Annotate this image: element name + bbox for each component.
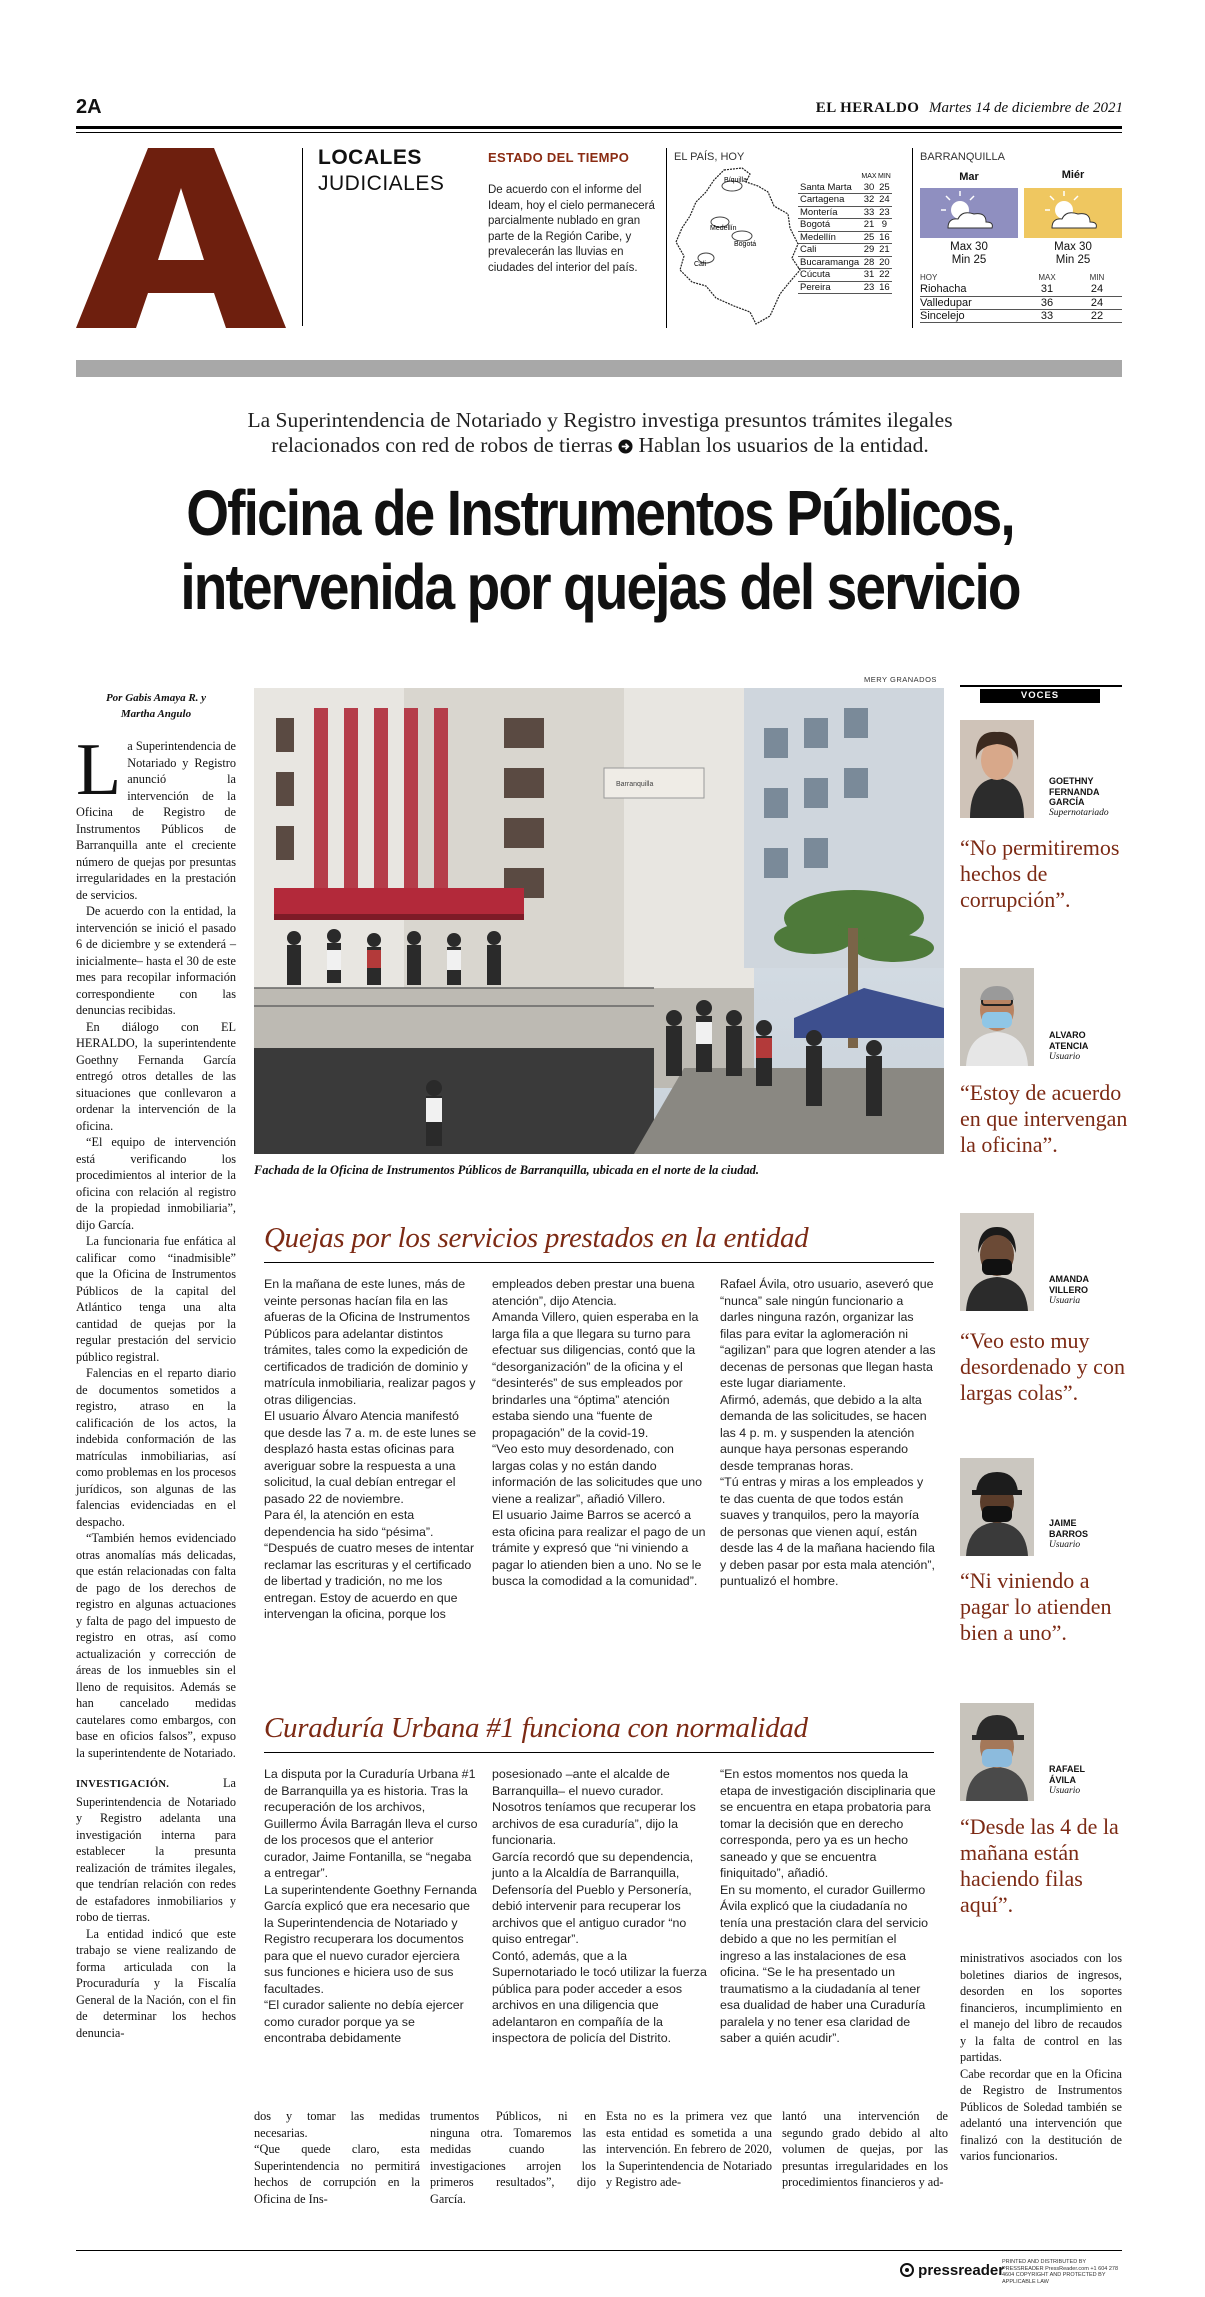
colombia-map [672,166,802,330]
quejas-column-2: empleados deben prestar una buena atención”, dijo Atencia. Amanda Villero, quien esperaba en la larga fila a que llegara su turno para efectuar sus diligencias, contó que la “desorganización” de la oficina y el “desinterés” de sus empleados por brindarles una “óptima” atención estaba siendo una “fuente de propagación” de la covid-19. “Veo esto muy desordenado, con largas colas y no están dando información de las solicitudes que uno viene a realizar”, añadió Villero. El usuario Jaime Barros se acercó a esta oficina para realizar el pago de un trámite y expresó que “ni viniendo a pagar lo atienden bien a uno. No se le busca la comodidad a la comunidad”. [492,1277,706,1588]
voice-role: Usuario [1049,1540,1081,1550]
map-label: Bogotá [734,241,757,248]
table-row: Riohacha 31 24 [920,283,1122,296]
headline-line: intervenida por quejas del servicio [180,551,1020,623]
photo-credit: MERY GRANADOS [864,675,937,684]
col-max: MAX [861,172,877,180]
weather-forecast-text: De acuerdo con el informe del Ideam, hoy el cielo permanecerá parcialmente nublado en gran parte de la Región Caribe, y prevalecerán las lluvias en ciudades del interior del país. [488,184,655,274]
article-bottom-column-5: ministrativos asociados con los boletines diarios de ingresos, desorden en los soportes financieros, incumplimiento en el manejo del libro de recaudos y la falta de control en las partidas. Cabe recordar que en la Oficina de Registro de Instrumentos Públicos de Soledad también se adelantó una intervención que finalizó con la destitución de varios funcionarios. [960,1951,1122,2163]
region-temperature-table: HOY MAX MIN Riohacha 31 24 Valledupar 36 24 Sincelejo 33 22 [920,272,1122,323]
voice-name: ALVARO ATENCIA [1049,1030,1089,1051]
article-bottom-column-2: trumentos Públicos, ni en ninguna otra. Tomaremos las medidas cuando las investigaciones arrojen los primeros resultados”, dijo García. [430,2109,596,2206]
forecast-day-label: Miér [1061,169,1085,181]
article-bottom-column-1: dos y tomar las medidas necesarias. “Que quede claro, esta Superintendencia no permitirá hechos de corrupción en la Oficina de Ins- [254,2109,420,2206]
building-sign: Barranquilla [616,781,654,788]
table-row: Valledupar 36 24 [920,296,1122,309]
table-row: Medellín 25 16 [798,231,892,244]
table-row: Cúcuta 31 22 [798,269,892,282]
section-title: LOCALES [318,146,422,169]
curaduria-column-2: posesionado –ante el alcalde de Barranquilla– el nuevo curador. Nosotros teníamos que recuperar los archivos de esa curaduría”, dijo la funcionaria. García recordó que su dependencia, junto a la Alcaldía de Barranquilla, Defensoría del Pueblo y Personería, debió intervenir para recuperar los archivos que el antiguo curador “no quiso entregar”. Contó, además, que a la Supernotariado le tocó utilizar la fuerza pública para poder acceder a esos archivos en una diligencia que adelantaron en compañía de la inspectora de policía del Distrito. [492,1767,707,2045]
byline: Por Gabis Amaya R. y Martha Angulo [105,692,207,720]
drop-cap: L [76,729,122,811]
city-temperature-table [798,171,892,294]
voice-role: Usuario [1049,1052,1081,1062]
map-title: EL PAÍS, HOY [674,151,745,163]
deck-line: La Superintendencia de Notariado y Registro investiga presuntos trámites ilegales [247,408,953,432]
office-facade-photo [254,688,944,1154]
voice-quote: “No permitiremos hechos de corrupción”. [960,835,1120,912]
weather-title: ESTADO DEL TIEMPO [488,150,630,165]
issue-date: Martes 14 de diciembre de 2021 [929,100,1123,116]
section-heading-quejas: Quejas por los servicios prestados en la entidad [264,1222,809,1254]
sun-cloud-icon [920,188,1018,238]
footer-fine-print: PRINTED AND DISTRIBUTED BY PRESSREADER PressReader.com +1 604 278 4604 COPYRIGHT AND PROTECTED BY APPLICABLE LAW [1002,2259,1119,2285]
voice-name: RAFAEL ÁVILA [1049,1764,1085,1785]
photo-caption: Fachada de la Oficina de Instrumentos Públicos de Barranquilla, ubicada en el norte de la ciudad. [254,1163,759,1177]
article-deck [120,408,1080,458]
curaduria-column-3: “En estos momentos nos queda la etapa de investigación disciplinaria que se encuentra en etapa probatoria para tomar la decisión que en derecho corresponda, pero ya es un hecho saneado y que se encuentra finiquitado”, añadió. En su momento, el curador Guillermo Ávila explicó que la ciudadanía no tenía una prestación clara del servicio debido a que no les permitían el ingreso a las instalaciones de esa oficina. “Se le ha presentado un traumatismo a la ciudadanía al tener esa dualidad de haber una Curaduría paralela y no tener esa claridad de saber a quién acudir”. [720,1767,936,2045]
arrow-circle-icon [618,439,633,454]
voice-name: AMANDA VILLERO [1049,1274,1089,1295]
section-rule [264,1752,934,1753]
masthead [816,98,1123,117]
divider [912,148,913,328]
forecast-day-label: Mar [959,171,979,183]
voice-quote: “Estoy de acuerdo en que intervengan la oficina”. [960,1080,1128,1157]
newspaper-name: EL HERALDO [815,100,920,116]
voice-role: Usuario [1049,1786,1081,1796]
voice-quote: “Veo esto muy desordenado y con largas colas”. [960,1328,1125,1405]
curaduria-column-1: La disputa por la Curaduría Urbana #1 de Barranquilla ya es historia. Tras la recuperación de los archivos, Guillermo Ávila Barragán lleva el curso de los procesos que el anterior curador, Jaime Fontanilla, se “negaba a entregar”. La superintendente Goethny Fernanda García explicó que era necesario que la Superintendencia de Notariado y Registro recuperara los documentos para que el nuevo curador ejerciera sus funciones e hiciera uso de sus facultades. “El curador saliente no debía ejercer como curador porque ya se encontraba debidamente [264,1767,478,2045]
section-letter-a [76,148,286,328]
table-row: Pereira 23 16 [798,281,892,294]
header-rule-thin [76,132,1122,133]
section-band [76,360,1122,377]
sun-cloud-icon [1024,188,1122,238]
forecast-min: Min 25 [1055,254,1091,266]
divider [666,148,667,328]
footer-rule [76,2250,1122,2251]
section-subtitle: JUDICIALES [318,172,445,195]
map-label: Medellín [710,225,737,232]
section-heading-curaduria: Curaduría Urbana #1 funciona con normalidad [264,1712,808,1744]
table-row: Cartagena 32 24 [798,194,892,207]
voice-quote: “Ni viniendo a pagar lo atienden bien a uno”. [960,1568,1112,1645]
voices-label: VOCES [980,689,1100,703]
forecast-min: Min 25 [951,254,987,266]
section-rule [264,1262,934,1263]
investigation-kicker: INVESTIGACIÓN. [76,1779,170,1790]
page-number: 2A [76,96,102,118]
voice-role: Supernotariado [1049,808,1109,818]
pressreader-icon [900,2263,914,2277]
voice-name: GOETHNY FERNANDA GARCÍA [1049,776,1100,807]
voice-role: Usuaria [1049,1296,1081,1306]
col-min: MIN [877,172,891,180]
avatar [960,968,1034,1066]
avatar [960,1458,1034,1556]
article-left-column: La Superintendencia de Notariado y Registro anunció la intervención de la Oficina de Registro de Instrumentos Públicos de Barranquilla ante el creciente número de quejas por presuntas irregularidades en la prestación de servicios. De acuerdo con la entidad, la intervención se inició el pasado 6 de diciembre y se extenderá –inicialmente– hasta el 30 de este mes para recopilar información correspondiente con las denuncias recibidas. En diálogo con EL HERALDO, la superintendente Goethny Fernanda García entregó otros detalles de las situaciones que conllevaron a ordenar la intervención de la oficina. “El equipo de intervención está verificando los procedimientos al interior de la oficina con relación al registro de la propiedad inmobiliaria”, dijo García. La funcionaria fue enfática al calificar como “inadmisible” que la Oficina de Instrumentos Públicos de la capital del Atlántico tenga una alta cantidad de quejas por la regular prestación del servicio público registral. Falencias en el reparto diario de documentos sometidos a registro, atraso en la calificación de los actos, la indebida conformación de las matrículas inmobiliarias, así como problemas en los procesos jurídicos, son algunas de las falencias evidenciadas en el despacho. “También hemos evidenciado otras anomalías más delicadas, que están relacionadas con falta de pago de los derechos de registro en algunas actuaciones y falta de pago del impuesto de registro en otras, así como actualización y corrección de áreas de los inmuebles sin el lleno de requisitos. Además se han cancelado medidas cautelares como embargos, con base en oficios falsos”, expuso la superintendente de Notariado. INVESTIGACIÓN. La Superintendencia de Notariado y Registro adelanta una investigación interna para establecer la presunta realización de trámites ilegales, que tendrían relación con redes de estafadores inmobiliarios y robo de tierras. La entidad indicó que este trabajo se viene realizando de forma articulada con la Procuraduría y la Fiscalía General de la Nación, con el fin de determinar los hechos denuncia- [76,729,236,2040]
table-row: Montería 33 23 [798,206,892,219]
forecast-tile-tuesday [920,188,1018,238]
barranquilla-title: BARRANQUILLA [920,151,1005,163]
forecast-max: Max 30 [1054,241,1092,253]
table-row: Bogotá 21 9 [798,219,892,232]
forecast-max: Max 30 [950,241,988,253]
deck-line: relacionados con red de robos de tierras Hablan los usuarios de la entidad. [271,433,929,457]
article-bottom-column-3: Esta no es la primera vez que esta entidad es sometida a una intervención. En febrero de 2020, la Superintendencia de Notariado y Registro ade- [606,2109,772,2189]
table-row: Santa Marta 30 25 [798,181,892,194]
table-row: Bucaramanga 28 20 [798,256,892,269]
headline [170,476,1030,624]
map-label: Cali [694,261,707,268]
divider [302,148,303,326]
voice-name: JAIME BARROS [1049,1518,1089,1539]
avatar [960,720,1034,818]
map-label: B/quilla [724,177,747,184]
quejas-column-3: Rafael Ávila, otro usuario, aseveró que “nunca” sale ningún funcionario a darles ninguna razón, organizar las filas para evitar la aglomeración ni “agilizan” para que logren atender a las decenas de personas que llegan hasta este lugar diariamente. Afirmó, además, que debido a la alta demanda de las solicitudes, se hacen las 4 p. m. y suspenden la atención aunque haya personas esperando desde tempranas horas. “Tú entras y miras a los empleados y te das cuenta de que todos están suaves y tranquilos, pero la mayoría de personas que vienen aquí, están desde las 4 de la mañana haciendo fila y deben pasar por esta mala atención”, puntualizó el hombre. [720,1277,936,1588]
quejas-column-1: En la mañana de este lunes, más de veinte personas hacían fila en las afueras de la Oficina de Instrumentos Públicos para adelantar distintos trámites, tales como la expedición de certificados de tradición de dominio y matrícula inmobiliaria, realizar pagos y otras diligencias. El usuario Álvaro Atencia manifestó que desde las 7 a. m. de este lunes se desplazó hasta estas oficinas para averiguar sobre la respuesta a una solicitud, la cual debían entregar el pasado 22 de noviembre. Para él, la atención en esta dependencia ha sido “pésima”. “Después de cuatro meses de intentar reclamar las escrituras y el certificado de libertad y tradición, no me los entregan. Estoy de acuerdo en que intervengan la oficina, porque los [264,1277,477,1621]
forecast-tile-wednesday [1024,188,1122,238]
header-rule [76,126,1122,129]
pressreader-logo: pressreader [900,2262,1004,2279]
article-bottom-column-4: lantó una intervención de segundo grado debido al alto volumen de quejas, por las presuntas irregularidades en los procedimientos financieros y ad- [782,2109,948,2189]
avatar [960,1703,1034,1801]
voice-quote: “Desde las 4 de la mañana están haciendo filas aquí”. [960,1814,1119,1917]
avatar [960,1213,1034,1311]
table-row: Sincelejo 33 22 [920,309,1122,322]
headline-line: Oficina de Instrumentos Públicos, [186,477,1014,549]
table-row: Cali 29 21 [798,244,892,257]
